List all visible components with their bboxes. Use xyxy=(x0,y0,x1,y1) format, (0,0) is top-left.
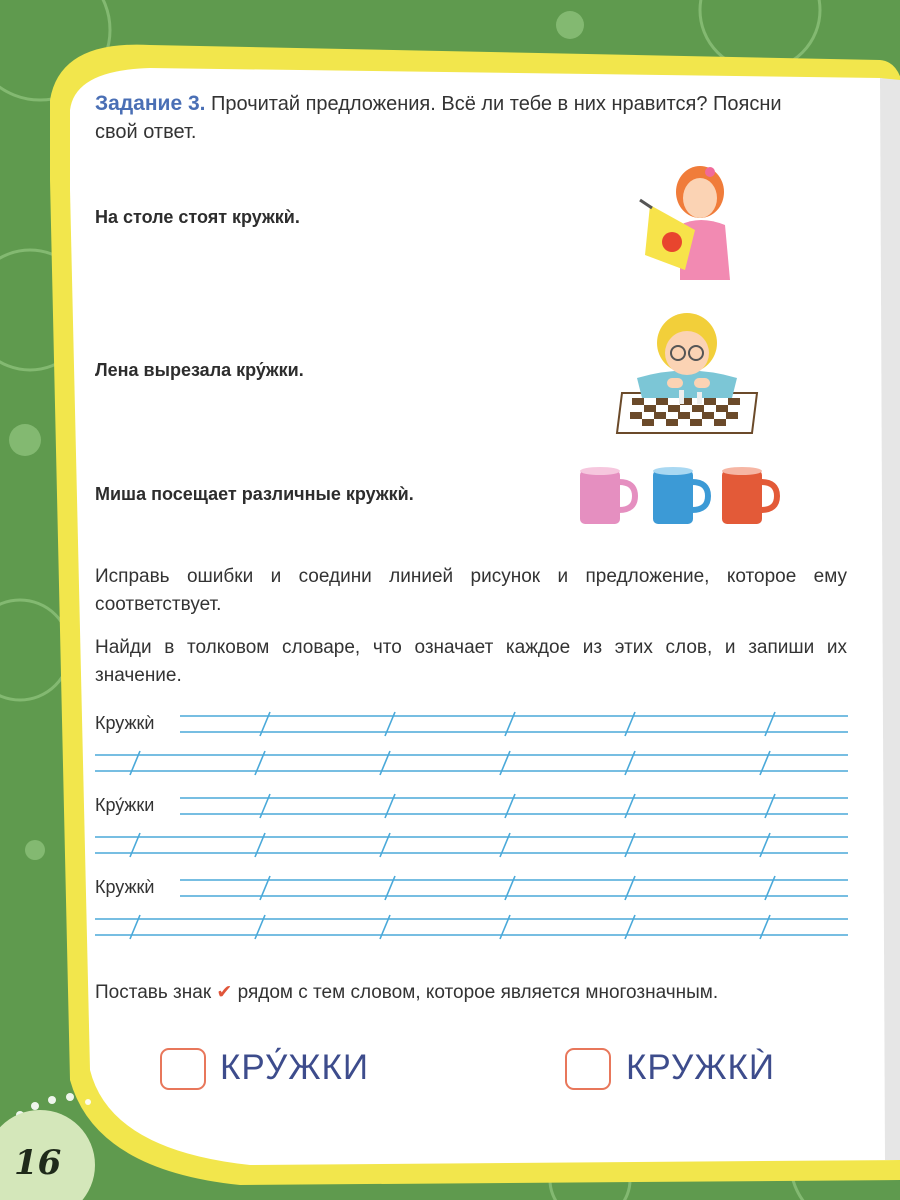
instruction-dictionary: Найди в толковом словаре, что означает каждое из этих слов, и запиши их значение. xyxy=(95,637,847,686)
writing-lines xyxy=(90,700,860,960)
boy-chess-illustration xyxy=(612,308,762,438)
sentence-1: На столе стоят кружкѝ. xyxy=(95,207,300,227)
sentence-3: Миша посещает различные кружкѝ. xyxy=(95,484,414,504)
writing-word-3: Кружкѝ xyxy=(95,877,155,897)
writing-word-2: Кру́жки xyxy=(95,795,155,815)
task-text: Прочитай предложения. Всё ли тебе в них нравится? Поясни свой ответ. xyxy=(95,93,782,143)
task-heading xyxy=(95,90,825,146)
mugs-illustration xyxy=(575,462,785,528)
option-checkbox-2[interactable] xyxy=(565,1048,611,1090)
writing-word-1: Кружкѝ xyxy=(95,713,155,733)
task-title: Задание 3. xyxy=(95,92,206,115)
pink-mug xyxy=(580,467,635,524)
option-word-1: КРУ́ЖКИ xyxy=(220,1048,370,1087)
instruction-mark-end: рядом с тем словом, которое является многозначным. xyxy=(237,982,719,1003)
checkmark-icon: ✔ xyxy=(216,982,233,1003)
option-checkbox-1[interactable] xyxy=(160,1048,206,1090)
red-mug xyxy=(722,467,777,524)
instruction-mark-start: Поставь знак xyxy=(95,982,212,1003)
blue-mug xyxy=(653,467,708,524)
sentence-2: Лена вырезала кру́жки. xyxy=(95,360,304,380)
instruction-mark xyxy=(95,979,847,1007)
option-word-2: КРУЖКЍ xyxy=(626,1048,776,1087)
page-number: 16 xyxy=(14,1143,62,1183)
girl-cutting-illustration xyxy=(630,160,740,280)
instruction-connect: Исправь ошибки и соедини линией рисунок и предложение, которое ему соответствует. xyxy=(95,566,847,615)
